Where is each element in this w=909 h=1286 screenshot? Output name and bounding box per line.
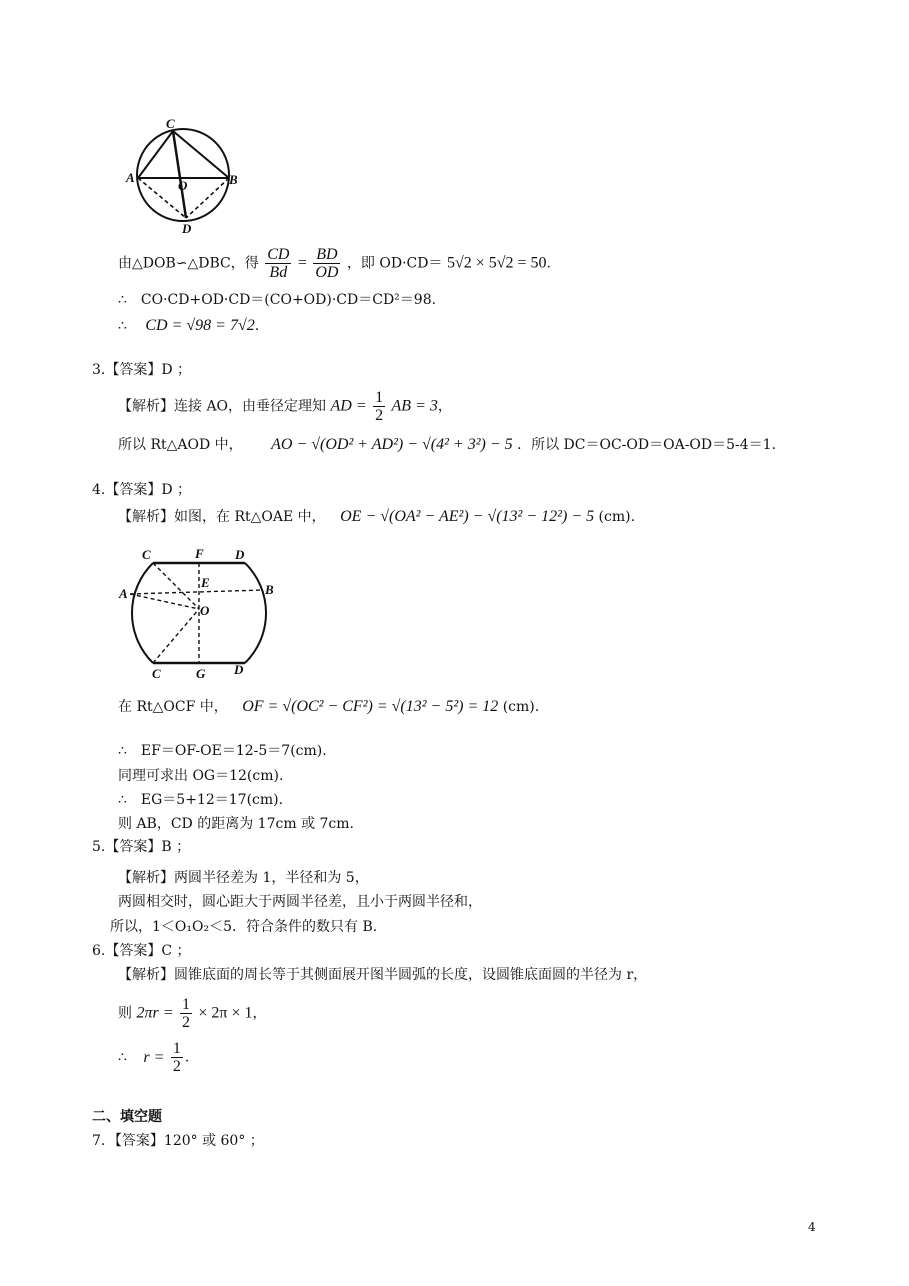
- label-o: O: [200, 603, 210, 618]
- q6-analysis-1: 【解析】圆锥底面的周长等于其侧面展开图半圆弧的长度，设圆锥底面圆的半径为 r，: [118, 967, 648, 983]
- q4-analysis-5: ∴ EG＝5+12＝17(cm).: [118, 792, 284, 808]
- text: .: [254, 318, 260, 334]
- label-e: E: [201, 575, 210, 590]
- label-b: B: [265, 582, 274, 597]
- label-c: C: [166, 116, 175, 131]
- q6-answer: 6.【答案】C ；: [92, 943, 191, 959]
- fraction-cd-bd: $\frac{CD}{Bd}$: [267, 246, 290, 281]
- label-c-bottom: C: [152, 666, 161, 681]
- label-f: F: [195, 546, 204, 561]
- label-d-bottom: D: [234, 662, 244, 677]
- text: (cm).: [502, 699, 540, 715]
- text: ，即 OD·CD＝: [346, 255, 443, 272]
- q5-answer: 5.【答案】B ；: [92, 839, 191, 855]
- section-title: 二、填空题: [92, 1109, 162, 1125]
- q3-analysis-2: [118, 436, 776, 454]
- q6-analysis-2: [118, 996, 267, 1031]
- text: (cm).: [598, 509, 636, 525]
- line-similar-triangles: 由△DOB∽△DBC，得 $\frac{CD}{Bd}$ = $\frac{BD}{OD}$ ，即 OD·CD＝ 5√2 × 5√2 = 50.: [118, 246, 551, 281]
- fraction-half: $\frac{1}{2}$: [172, 1040, 181, 1075]
- text: 在 Rt△OCF 中，: [118, 699, 228, 715]
- q4-analysis-6: 则 AB，CD 的距离为 17cm 或 7cm.: [118, 816, 354, 832]
- q4-analysis-4: 同理可求出 OG＝12(cm).: [118, 768, 284, 784]
- q5-analysis-1: 【解析】两圆半径差为 1，半径和为 5，: [118, 870, 369, 886]
- formula: AB = 3: [391, 397, 438, 415]
- text: .: [546, 255, 551, 272]
- q4-analysis-1: [118, 508, 635, 526]
- therefore-symbol: ∴: [118, 318, 127, 334]
- fraction-bd-od: $\frac{BD}{OD}$: [315, 246, 339, 281]
- text: 则: [118, 1005, 132, 1022]
- fraction-half: $\frac{1}{2}$: [375, 389, 384, 424]
- q4-answer: 4.【答案】D ；: [92, 482, 192, 498]
- circle-figure-2: [115, 544, 285, 682]
- text: 【解析】连接 AO，由垂径定理知: [118, 398, 327, 415]
- line-cd-value: [118, 317, 259, 335]
- q6-analysis-3: [118, 1040, 189, 1075]
- formula: × 2π × 1: [198, 1004, 253, 1022]
- label-b: B: [229, 172, 238, 187]
- formula: OE − √(OA² − AE²) − √(13² − 12²) − 5: [340, 508, 595, 525]
- label-a: A: [126, 170, 135, 185]
- label-g: G: [196, 666, 206, 681]
- q4-analysis-3: ∴ EF＝OF-OE＝12-5＝7(cm).: [118, 743, 327, 759]
- label-a: A: [119, 586, 128, 601]
- label-c-top: C: [142, 547, 151, 562]
- formula: AD =: [330, 397, 367, 415]
- q5-analysis-3: 所以，1＜O₁O₂＜5．符合条件的数只有 B.: [110, 919, 378, 935]
- label-o: O: [178, 178, 188, 193]
- text: 【解析】如图，在 Rt△OAE 中，: [118, 509, 326, 525]
- text: ．所以 DC＝OC-OD＝OA-OD＝5-4＝1.: [517, 437, 777, 453]
- label-d: D: [182, 221, 192, 236]
- formula: OF = √(OC² − CF²) = √(13² − 5²) = 12: [242, 698, 499, 715]
- formula: 5√2 × 5√2 = 50: [446, 254, 547, 272]
- therefore-symbol: ∴: [118, 1049, 127, 1066]
- line-cd-squared: ∴ CO·CD+OD·CD＝(CO+OD)·CD＝CD²＝98.: [118, 292, 437, 308]
- formula: AO − √(OD² + AD²) − √(4² + 3²) − 5: [271, 436, 513, 453]
- text: 所以 Rt△AOD 中，: [118, 437, 243, 453]
- label-d-top: D: [235, 547, 245, 562]
- text: .: [184, 1049, 190, 1066]
- q5-analysis-2: 两圆相交时，圆心距大于两圆半径差，且小于两圆半径和，: [118, 894, 482, 910]
- text: ，: [437, 398, 452, 415]
- formula: 2πr =: [136, 1004, 174, 1022]
- circle-figure-1: [118, 112, 248, 238]
- q7-answer: 7．【答案】120° 或 60° ；: [92, 1133, 264, 1149]
- text: 由△DOB∽△DBC，得: [118, 255, 259, 272]
- page-number: 4: [808, 1220, 816, 1234]
- q3-answer: 3.【答案】D ；: [92, 362, 192, 378]
- fraction-half: $\frac{1}{2}$: [181, 996, 190, 1031]
- text: ，: [252, 1005, 267, 1022]
- q3-analysis-1: [118, 389, 452, 424]
- q4-analysis-2: [118, 698, 539, 716]
- formula: CD = √98 = 7√2: [145, 317, 255, 334]
- formula: r =: [143, 1048, 165, 1066]
